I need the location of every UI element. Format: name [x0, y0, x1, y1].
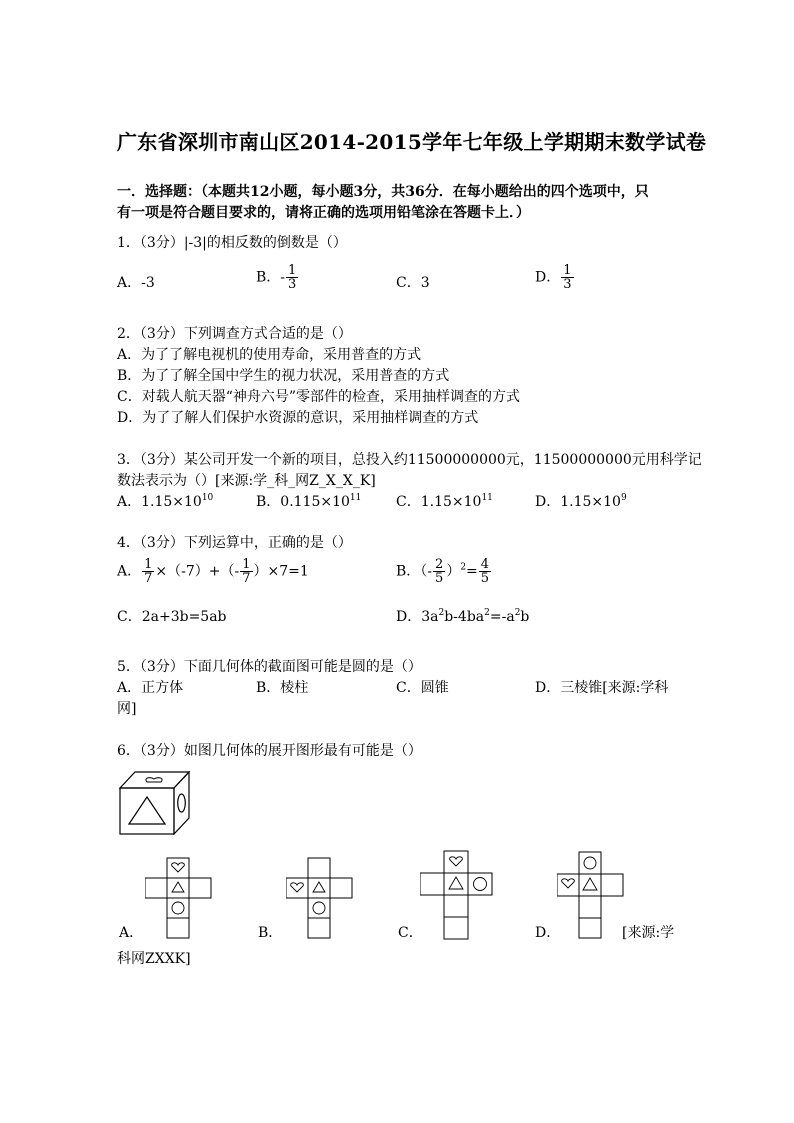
q1-b-den: 3 [288, 277, 297, 292]
q4-d-end: b [520, 609, 530, 625]
q3-d-base: D．1.15×10 [535, 494, 621, 510]
q1-option-c: C．3 [396, 275, 430, 291]
q6-option-b: B． [258, 925, 283, 941]
q4-d-exp3: 2 [514, 608, 521, 618]
q4-a-fraction2 [240, 558, 252, 585]
q4-d-mid: b-4ba [444, 609, 485, 625]
q1-option-a [117, 273, 155, 294]
q3-option-d [535, 492, 627, 513]
q2-option-d: D．为了了解人们保护水资源的意识，采用抽样调查的方式 [117, 410, 479, 426]
net-c-figure [420, 850, 494, 940]
q4-b-mid: ） [446, 563, 461, 580]
q5-stem: 5．（3分）下面几何体的截面图可能是圆的是（） [117, 659, 422, 675]
q4-a-f2-den: 7 [242, 571, 251, 586]
q4-option-a [117, 558, 309, 585]
q3-d-exp: 9 [620, 493, 627, 503]
q6-option-a: A． [119, 925, 144, 941]
q5-option-b: B．棱柱 [256, 680, 309, 696]
q4-option-d [396, 607, 529, 628]
q1-d-den: 3 [563, 277, 572, 292]
q4-a-f2-num: 1 [242, 557, 251, 572]
section-heading-line2: 有一项是符合题目要求的，请将正确的选项用铅笔涂在答题卡上．） [117, 205, 530, 221]
q4-d-exp2: 2 [484, 608, 490, 618]
q1-stem: 1．（3分）|-3|的相反数的倒数是（） [117, 235, 347, 251]
net-b-figure [286, 857, 356, 939]
q3-stem-line2: 数法表示为（）[来源:学_科_网Z_X_X_K] [117, 473, 376, 489]
q4-option-c: C．2a+3b=5ab [117, 609, 227, 625]
net-a-figure [145, 857, 215, 939]
q6-option-d: D． [535, 925, 561, 941]
q4-a-fraction1 [142, 558, 154, 585]
q4-a-f1-num: 1 [144, 557, 153, 572]
q4-d-pre: D．3a [396, 609, 439, 625]
q2-option-a: A．为了了解电视机的使用寿命，采用普查的方式 [117, 347, 422, 363]
q3-a-base: A．1.15×10 [117, 494, 202, 510]
q6-source-line1: [来源:学 [622, 925, 675, 941]
q1-b-sign: - [280, 269, 286, 286]
q4-b-f2-den: 5 [480, 571, 490, 586]
q1-a-value: -3 [141, 275, 155, 291]
q3-option-b [256, 492, 361, 513]
q4-d-eq: =-a [489, 609, 515, 625]
q4-b-eq: = [466, 563, 478, 580]
q3-b-exp: 11 [349, 493, 362, 503]
q1-option-b [256, 264, 299, 291]
q4-stem: 4．（3分）下列运算中，正确的是（） [117, 535, 352, 551]
q4-b-fraction2 [479, 558, 491, 585]
q1-b-num: 1 [288, 263, 297, 278]
q5-option-a: A．正方体 [117, 680, 184, 696]
q1-a-label: A． [117, 275, 142, 291]
q4-b-f1-num: 2 [435, 557, 444, 572]
q2-option-b: B．为了了解全国中学生的视力状况，采用普查的方式 [117, 368, 450, 384]
q3-a-exp: 10 [201, 493, 214, 503]
net-d-figure [557, 851, 629, 939]
q6-source-line2: 科网ZXXK] [117, 951, 191, 967]
cube-figure [119, 771, 191, 835]
page-title: 广东省深圳市南山区2014-2015学年七年级上学期期末数学试卷 [117, 130, 707, 154]
q2-stem: 2．（3分）下列调查方式合适的是（） [117, 326, 352, 342]
q4-b-label: B．（- [396, 563, 433, 580]
q3-stem-line1: 3．（3分）某公司开发一个新的项目，总投入约11500000000元，11500000000元用科学记 [117, 452, 702, 468]
q6-stem: 6．（3分）如图几何体的展开图形最有可能是（） [117, 743, 422, 759]
q2-option-c: C．对载人航天器“神舟六号”零部件的检查，采用抽样调查的方式 [117, 389, 521, 405]
q4-b-f1-den: 5 [435, 571, 444, 586]
q4-a-f1-den: 7 [144, 571, 153, 586]
q1-d-num: 1 [563, 263, 572, 278]
q3-option-a [117, 492, 213, 513]
q5-option-c: C．圆锥 [396, 680, 449, 696]
q4-option-b [396, 558, 492, 585]
q3-b-base: B．0.115×10 [256, 494, 350, 510]
q1-d-label: D． [535, 269, 561, 286]
q3-c-exp: 11 [481, 493, 493, 503]
q6-option-c: C． [398, 925, 423, 941]
q1-option-d [535, 264, 575, 291]
q5-option-d-line1: D．三棱锥[来源:学科 [535, 680, 669, 696]
q4-b-fraction1 [433, 558, 445, 585]
q3-c-base: C．1.15×10 [396, 494, 482, 510]
q1-b-fraction [286, 264, 298, 291]
q4-b-exp: 2 [460, 562, 467, 573]
q1-b-label: B． [256, 269, 281, 286]
q1-d-fraction [561, 264, 573, 291]
q4-a-label: A． [117, 563, 142, 580]
section-heading-line1: 一．选择题：（本题共12小题，每小题3分，共36分．在每小题给出的四个选项中，只 [117, 184, 649, 200]
q4-a-end: ）×7=1 [253, 563, 309, 580]
q3-option-c [396, 492, 493, 513]
q4-a-mid: ×（-7）+（- [155, 563, 240, 580]
q4-b-f2-num: 4 [480, 557, 490, 572]
q5-option-d-line2: 网] [117, 701, 137, 717]
q4-d-exp1: 2 [438, 608, 445, 618]
